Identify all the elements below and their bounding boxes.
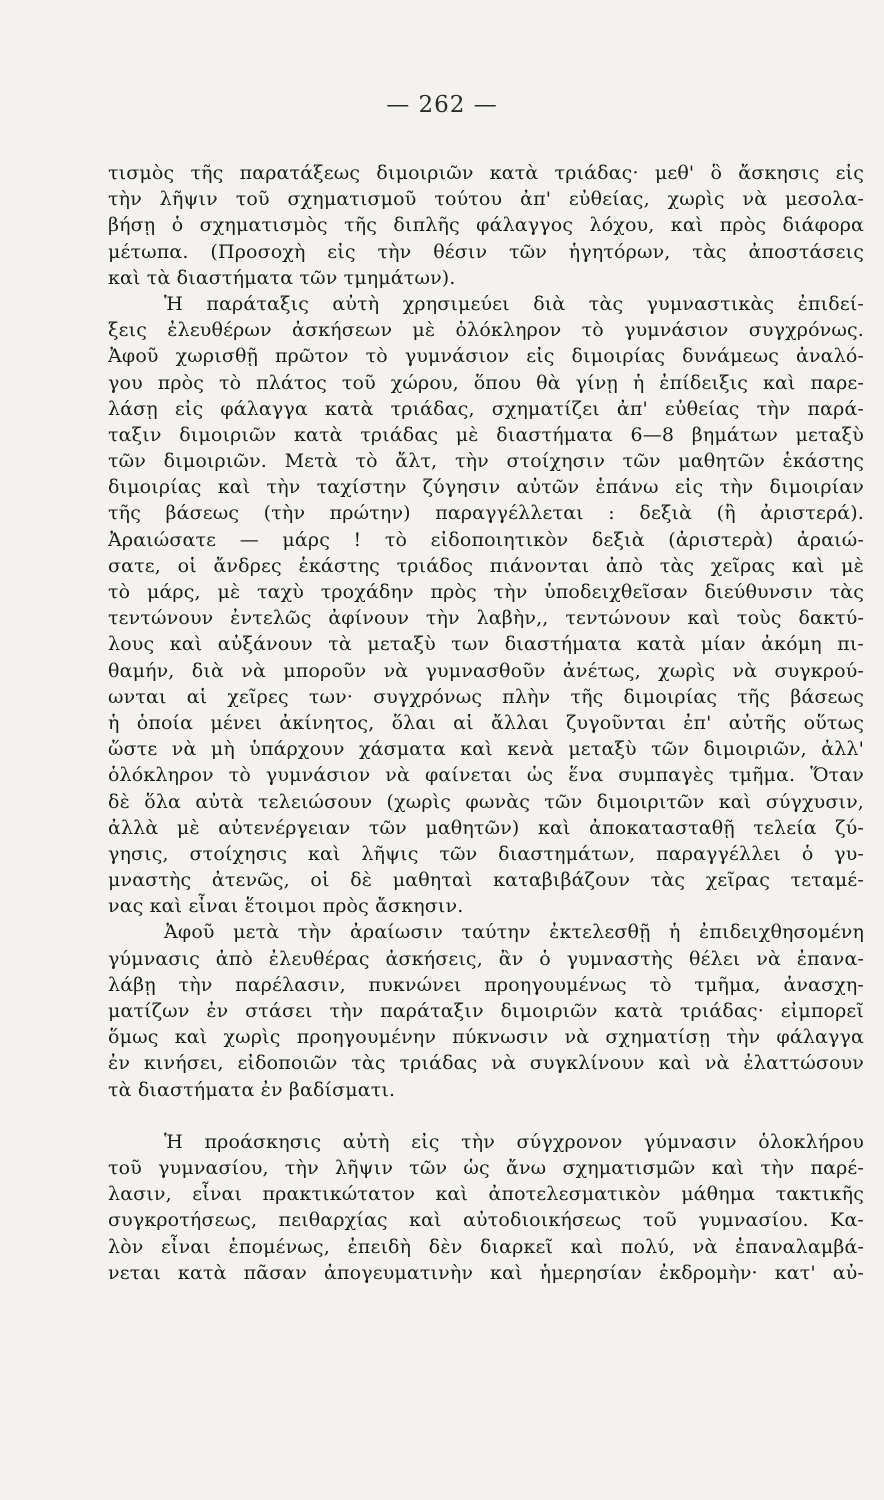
text-line: λάσῃ εἰς φάλαγγα κατὰ τριάδας, σχηματίζει ἀπ' εὐθείας τὴν παρά- [108,397,864,420]
paragraph-4 [108,1129,864,1286]
text-line: νεται κατὰ πᾶσαν ἀπογευματινὴν καὶ ἡμερησίαν ἐκδρομὴν· κατ' αὐ- [108,1261,864,1284]
text-line: Ἡ παράταξις αὐτὴ χρησιμεύει διὰ τὰς γυμναστικὰς ἐπιδεί- [164,292,864,315]
text-line: λάβῃ τὴν παρέλασιν, πυκνώνει προηγουμένως τὸ τμῆμα, ἀνασχη- [108,973,864,996]
text-line: τεντώνουν ἐντελῶς ἀφίνουν τὴν λαβὴν,, τεντώνουν καὶ τοὺς δακτύ- [108,607,864,630]
text-line: τῆς βάσεως (τὴν πρώτην) παραγγέλλεται : δεξιὰ (ἢ ἀριστερά). [108,502,864,525]
page-number: — 262 — [386,92,498,118]
text-line: ἀλλὰ μὲ αὐτενέργειαν τῶν μαθητῶν) καὶ ἀποκατασταθῇ τελεία ζύ- [108,816,864,839]
text-line: καὶ τὰ διαστήματα τῶν τμημάτων). [108,266,456,289]
text-line: ὁλόκληρον τὸ γυμνάσιον νὰ φαίνεται ὡς ἕνα συμπαγὲς τμῆμα. Ὅταν [108,764,864,787]
body-text [108,160,864,1286]
text-line: λὸν εἶναι ἑπομένως, ἐπειδὴ δὲν διαρκεῖ καὶ πολύ, νὰ ἐπαναλαμβά- [108,1235,864,1258]
text-line: Ἀφοῦ μετὰ τὴν ἀραίωσιν ταύτην ἐκτελεσθῇ ἡ ἐπιδειχθησομένη [164,921,864,944]
text-line: μναστὴς ἀτενῶς, οἱ δὲ μαθηταὶ καταβιβάζουν τὰς χεῖρας τεταμέ- [108,869,864,892]
text-line: ωνται αἱ χεῖρες των· συγχρόνως πλὴν τῆς διμοιρίας τῆς βάσεως [108,685,864,708]
text-line: Ἡ προάσκησις αὐτὴ εἰς τὴν σύγχρονον γύμνασιν ὁλοκλήρου [164,1130,864,1153]
text-line: τοῦ γυμνασίου, τὴν λῆψιν τῶν ὡς ἄνω σχηματισμῶν καὶ τὴν παρέ- [108,1156,864,1179]
text-line: γησις, στοίχησις καὶ λῆψις τῶν διαστημάτων, παραγγέλλει ὁ γυ- [108,842,864,865]
text-line: σατε, οἱ ἄνδρες ἑκάστης τριάδος πιάνονται ἀπὸ τὰς χεῖρας καὶ μὲ [108,554,864,577]
paragraph-1 [108,160,864,291]
text-line: τὸ μάρς, μὲ ταχὺ τροχάδην πρὸς τὴν ὑποδειχθεῖσαν διεύθυνσιν τὰς [108,581,864,603]
text-line: γου πρὸς τὸ πλάτος τοῦ χώρου, ὅπου θὰ γίνῃ ἡ ἐπίδειξις καὶ παρε- [108,371,864,394]
text-line: βήσῃ ὁ σχηματισμὸς τῆς διπλῆς φάλαγγος λόχου, καὶ πρὸς διάφορα [108,214,864,237]
text-line: διμοιρίας καὶ τὴν ταχίστην ζύγησιν αὐτῶν ἐπάνω εἰς τὴν διμοιρίαν [108,476,864,499]
text-line: Ἀραιώσατε — μάρς ! τὸ εἰδοποιητικὸν δεξιὰ (ἀριστερὰ) ἀραιώ- [108,528,864,551]
text-line: θαμήν, διὰ νὰ μποροῦν νὰ γυμνασθοῦν ἀνέτως, χωρὶς νὰ συγκρού- [108,659,864,682]
text-line: τισμὸς τῆς παρατάξεως διμοιριῶν κατὰ τριάδας· μεθ' ὃ ἄσκησις εἰς [108,162,864,184]
paragraph-gap [108,1103,864,1129]
text-line: δὲ ὅλα αὐτὰ τελειώσουν (χωρὶς φωνὰς τῶν διμοιριτῶν καὶ σύγχυσιν, [108,790,864,813]
text-line: ἐν κινήσει, εἰδοποιῶν τὰς τριάδας νὰ συγκλίνουν καὶ νὰ ἐλαττώσουν [108,1052,864,1075]
text-line: νας καὶ εἶναι ἕτοιμοι πρὸς ἄσκησιν. [108,895,464,918]
paragraph-3 [108,919,864,1102]
text-line: τὰ διαστήματα ἐν βαδίσματι. [108,1078,396,1101]
text-line: ματίζων ἐν στάσει τὴν παράταξιν διμοιριῶν κατὰ τριάδας· εἰμπορεῖ [108,1000,864,1022]
text-line: ξεις ἐλευθέρων ἀσκήσεων μὲ ὁλόκληρον τὸ γυμνάσιον συγχρόνως. [108,319,864,342]
text-line: λους καὶ αὐξάνουν τὰ μεταξὺ των διαστήματα κατὰ μίαν ἀκόμη πι- [108,633,864,656]
paragraph-2 [108,291,864,920]
text-line: τὴν λῆψιν τοῦ σχηματισμοῦ τούτου ἀπ' εὐθείας, χωρὶς νὰ μεσολα- [108,188,864,211]
text-line: ὥστε νὰ μὴ ὑπάρχουν χάσματα καὶ κενὰ μεταξὺ τῶν διμοιριῶν, ἀλλ' [108,738,864,761]
text-line: ὅμως καὶ χωρὶς προηγουμένην πύκνωσιν νὰ σχηματίσῃ τὴν φάλαγγα [108,1026,864,1049]
text-line: ἡ ὁποία μένει ἀκίνητος, ὅλαι αἱ ἄλλαι ζυγοῦνται ἐπ' αὐτῆς οὕτως [108,711,864,734]
text-line: ταξιν διμοιριῶν κατὰ τριάδας μὲ διαστήματα 6—8 βημάτων μεταξὺ [108,423,864,446]
text-line: Ἀφοῦ χωρισθῇ πρῶτον τὸ γυμνάσιον εἰς διμοιρίας δυνάμεως ἀναλό- [108,345,864,368]
text-line: λασιν, εἶναι πρακτικώτατον καὶ ἀποτελεσματικὸν μάθημα τακτικῆς [108,1183,864,1206]
text-line: μέτωπα. (Προσοχὴ εἰς τὴν θέσιν τῶν ἡγητόρων, τὰς ἀποστάσεις [108,240,864,263]
text-line: γύμνασις ἀπὸ ἐλευθέρας ἀσκήσεις, ἂν ὁ γυμναστὴς θέλει νὰ ἐπανα- [108,947,864,970]
text-line: συγκροτήσεως, πειθαρχίας καὶ αὐτοδιοικήσεως τοῦ γυμνασίου. Κα- [108,1209,864,1232]
text-line: τῶν διμοιριῶν. Μετὰ τὸ ἄλτ, τὴν στοίχησιν τῶν μαθητῶν ἑκάστης [108,450,864,473]
